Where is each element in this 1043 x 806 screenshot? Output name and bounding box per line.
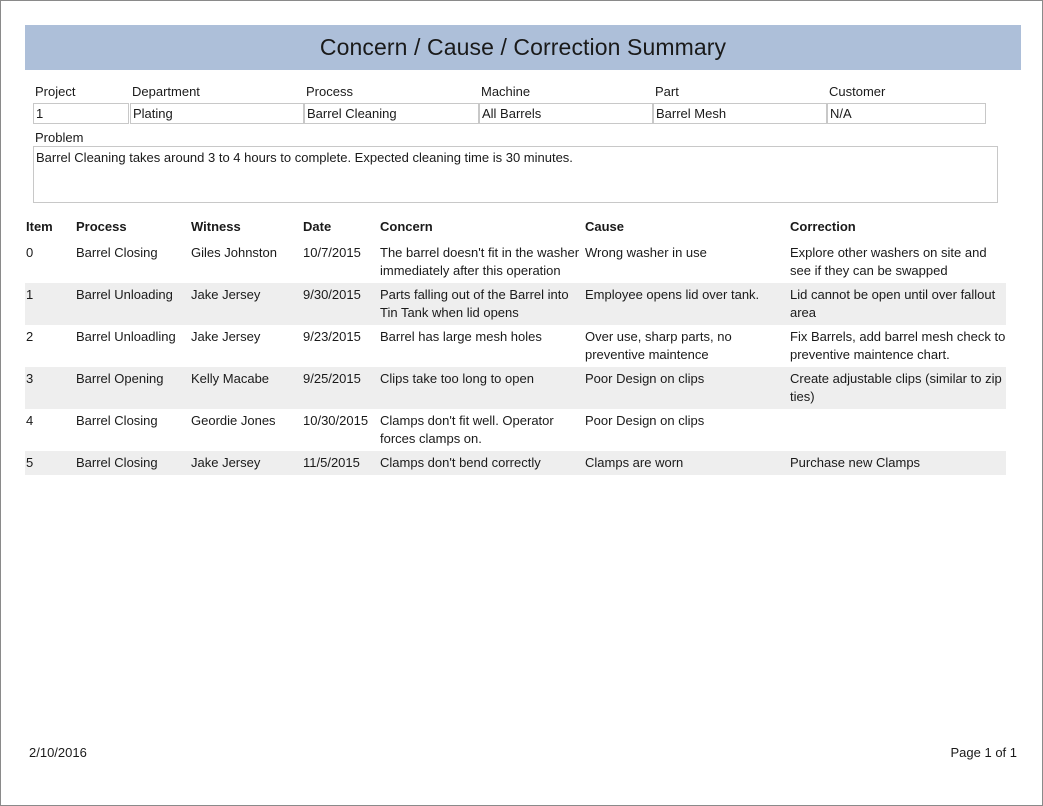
- cell-concern: Barrel has large mesh holes: [380, 329, 542, 344]
- table-row: [25, 241, 1006, 283]
- header-correction: Correction: [790, 219, 856, 234]
- cell-process: Barrel Closing: [76, 451, 191, 475]
- field-label-part: Part: [655, 84, 679, 99]
- cell-item: 5: [25, 451, 76, 475]
- cell-cause: Over use, sharp parts, no preventive maintence: [585, 329, 732, 362]
- cell-correction: Create adjustable clips (similar to zip ties): [790, 367, 1006, 409]
- cell-witness: Kelly Macabe: [191, 367, 303, 409]
- field-label-department: Department: [132, 84, 200, 99]
- cell-concern: Parts falling out of the Barrel into Tin Tank when lid opens: [380, 283, 585, 325]
- field-value-department: Plating: [130, 103, 304, 124]
- field-label-project: Project: [35, 84, 76, 99]
- cell-item: 1: [25, 283, 76, 325]
- cell-cause: Employee opens lid over tank.: [585, 283, 790, 325]
- cell-date: 10/7/2015: [303, 245, 361, 260]
- cell-correction: Fix Barrels, add barrel mesh check to preventive maintence chart.: [790, 329, 1006, 362]
- cell-witness: Jake Jersey: [191, 329, 261, 344]
- cell-concern: Clips take too long to open: [380, 367, 585, 409]
- cell-item: 3: [25, 367, 76, 409]
- header-date: Date: [303, 219, 332, 234]
- cell-item: 2: [26, 329, 34, 344]
- table-row: [25, 283, 1006, 325]
- cell-correction: [790, 409, 1006, 451]
- cell-process: Barrel Closing: [76, 413, 158, 428]
- footer-date: 2/10/2016: [29, 745, 87, 760]
- cell-witness: Giles Johnston: [191, 245, 277, 260]
- cell-cause: Wrong washer in use: [585, 245, 707, 260]
- cell-date: 9/30/2015: [303, 283, 380, 325]
- cell-cause: Poor Design on clips: [585, 413, 705, 428]
- header-witness: Witness: [191, 219, 241, 234]
- cell-concern: Clamps don't fit well. Operator forces clamps on.: [380, 413, 554, 446]
- cell-witness: Geordie Jones: [191, 413, 276, 428]
- cell-date: 9/25/2015: [303, 367, 380, 409]
- cell-date: 10/30/2015: [303, 413, 369, 428]
- table-row: [25, 451, 1006, 475]
- cell-process: Barrel Unloadling: [76, 329, 176, 344]
- field-value-machine: All Barrels: [479, 103, 653, 124]
- cell-item: 4: [26, 413, 34, 428]
- header-concern: Concern: [380, 219, 433, 234]
- table-row: [25, 325, 1006, 367]
- field-label-customer: Customer: [829, 84, 886, 99]
- header-item: Item: [26, 219, 53, 234]
- cell-witness: Jake Jersey: [191, 451, 303, 475]
- title-bar: [25, 25, 1021, 70]
- cell-cause: Clamps are worn: [585, 451, 790, 475]
- cell-witness: Jake Jersey: [191, 283, 303, 325]
- problem-label: Problem: [35, 130, 84, 145]
- items-table: [25, 217, 1006, 475]
- field-label-process: Process: [306, 84, 353, 99]
- cell-process: Barrel Unloading: [76, 283, 191, 325]
- field-value-process: Barrel Cleaning: [304, 103, 479, 124]
- field-value-customer: N/A: [827, 103, 986, 124]
- cell-concern: The barrel doesn't fit in the washer immediately after this operation: [380, 245, 580, 278]
- field-label-machine: Machine: [481, 84, 531, 99]
- field-value-part: Barrel Mesh: [653, 103, 827, 124]
- cell-correction: Explore other washers on site and see if they can be swapped: [790, 245, 987, 278]
- header-cause: Cause: [585, 219, 625, 234]
- problem-text: Barrel Cleaning takes around 3 to 4 hours to complete. Expected cleaning time is 30 minutes.: [33, 146, 998, 203]
- report-title: Concern / Cause / Correction Summary: [319, 34, 727, 60]
- cell-concern: Clamps don't bend correctly: [380, 451, 585, 475]
- table-header-row: [25, 217, 1006, 241]
- page-number: Page 1 of 1: [950, 745, 1017, 760]
- cell-correction: Lid cannot be open until over fallout area: [790, 283, 1006, 325]
- header-process: Process: [76, 219, 127, 234]
- cell-date: 11/5/2015: [303, 451, 380, 475]
- cell-process: Barrel Opening: [76, 367, 191, 409]
- cell-process: Barrel Closing: [76, 245, 158, 260]
- cell-item: 0: [26, 245, 34, 260]
- table-row: [25, 409, 1006, 451]
- cell-correction: Purchase new Clamps: [790, 451, 1006, 475]
- cell-date: 9/23/2015: [303, 329, 361, 344]
- cell-cause: Poor Design on clips: [585, 367, 790, 409]
- field-value-project: 1: [33, 103, 129, 124]
- table-row: [25, 367, 1006, 409]
